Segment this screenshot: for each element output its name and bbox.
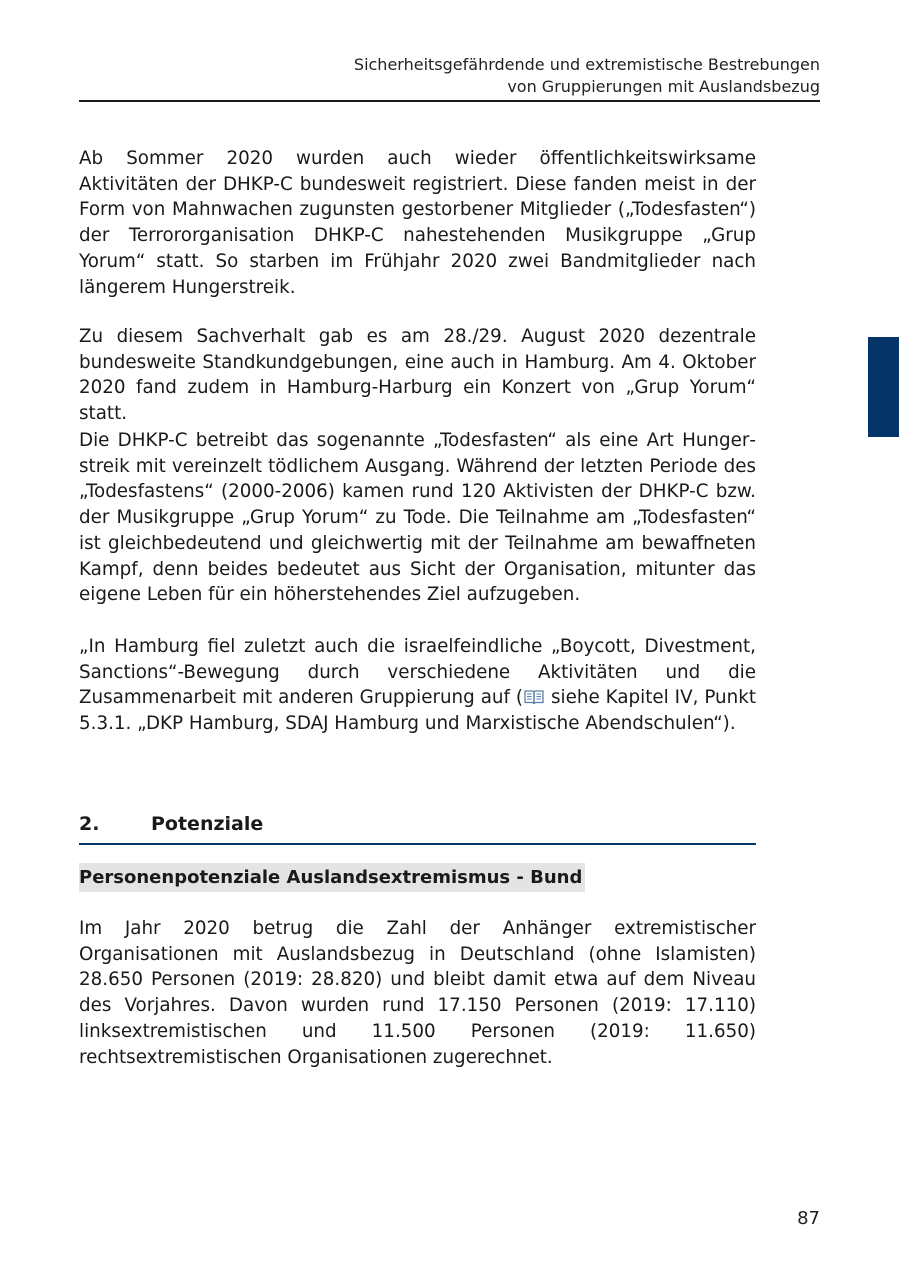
- section-number: 2.: [79, 813, 100, 835]
- section-title: Potenziale: [151, 813, 264, 835]
- paragraph-rallies: Zu diesem Sachverhalt gab es am 28./29. August 2020 dezentrale bundesweite Standkundgebungen, eine auch in Hamburg. Am 4. Oktober 2020 fand zudem in Hamburg-Harburg ein Konzert von „Grup Yorum“ statt.: [79, 326, 756, 425]
- page-number: 87: [797, 1208, 820, 1229]
- header-divider: [79, 100, 820, 102]
- paragraph-vigils: Ab Sommer 2020 wurden auch wieder öffentlichkeitswirksame Aktivitäten der DHKP-C bundesweit registriert. Diese fanden meist in der Form von Mahnwachen zugunsten gestorbener Mitglieder („Todesfasten“) der Terrororganisation DHKP-C nahestehenden Musikgruppe „Grup Yorum“ statt. So starben im Frühjahr 2020 zwei Bandmitglieder nach längerem Hungerstreik.: [79, 148, 756, 298]
- paragraph-bds: [79, 634, 756, 737]
- subsection-heading: Personenpotenziale Auslandsextremismus - Bund: [79, 863, 585, 892]
- paragraph-potentials: Im Jahr 2020 betrug die Zahl der Anhänger extremistischer Organisationen mit Auslandsbezug in Deutschland (ohne Islamisten) 28.650 Personen (2019: 28.820) und bleibt damit etwa auf dem Niveau des Vorjahres. Davon wurden rund 17.150 Personen (2019: 17.110) linksextremistischen und 11.500 Personen (2019: 11.650) rechtsextremistischen Organisationen zugerechnet.: [79, 918, 756, 1068]
- running-header-line-2: von Gruppierungen mit Auslandsbezug: [507, 77, 820, 96]
- book-icon: [524, 689, 544, 705]
- chapter-side-tab: [868, 337, 899, 437]
- section-divider: [79, 843, 756, 845]
- running-header-line-1: Sicherheitsgefährdende und extremistische Bestrebungen: [353, 55, 820, 74]
- paragraph-death-fast: Die DHKP-C betreibt das sogenannte „Todesfasten“ als eine Art Hungerstreik mit vereinzelt tödlichem Ausgang. Während der letzten Periode des „Todesfastens“ (2000-2006) kamen rund 120 Aktivisten der DHKP-C bzw. der Musikgruppe „Grup Yorum“ zu Tode. Die Teilnahme am „Todesfasten“ ist gleichbedeutend und gleichwertig mit der Teilnahme am bewaffneten Kampf, denn beides bedeutet aus Sicht der Organisation, mitunter das eigene Leben für ein höherstehendes Ziel aufzugeben.: [79, 430, 756, 606]
- paragraph-bds-text-start: „In Hamburg fiel zuletzt auch die israelfeindliche „Boycott, Divestment, Sanctions“-Bewegung durch verschiedene Aktivitäten und die Zusammenarbeit mit anderen Gruppierung auf (: [79, 636, 756, 709]
- section-heading: [79, 810, 756, 838]
- chapter-reference: siehe Kapitel IV, Punkt 5.3.1. „DKP Hamburg, SDAJ Hamburg und Marxistische Abendschulen“).: [79, 687, 756, 735]
- running-header: [79, 54, 820, 98]
